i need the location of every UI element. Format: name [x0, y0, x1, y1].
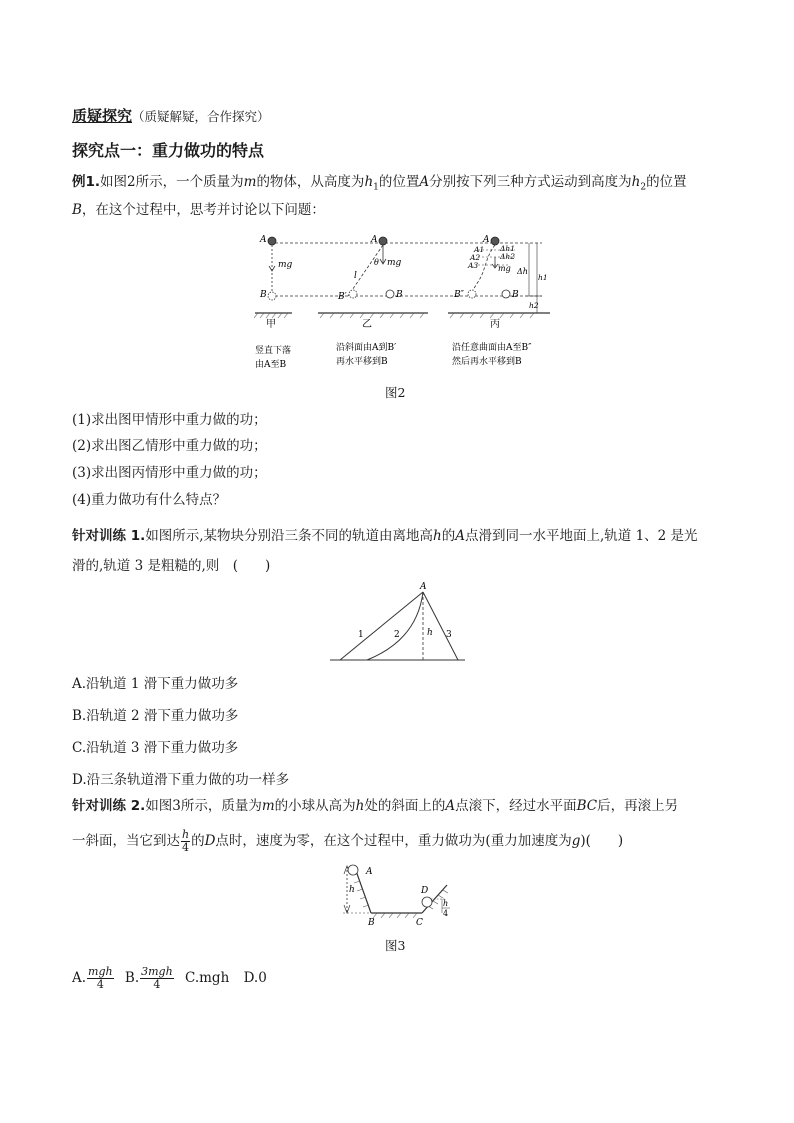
- section-subheading: （质疑解疑，合作探究）: [132, 109, 270, 124]
- svg-text:B″: B″: [454, 290, 464, 300]
- svg-text:2: 2: [394, 630, 400, 640]
- training2-line2: 一斜面，当它到达 $\frac{h}{4}$ 的D点时，速度为零，在这个过程中，重力做功为(重力加速度为g)( ): [72, 828, 624, 854]
- svg-text:A3: A3: [468, 261, 479, 270]
- svg-text:mg: mg: [278, 260, 293, 270]
- svg-text:B: B: [368, 918, 375, 928]
- svg-text:乙: 乙: [362, 319, 372, 330]
- svg-text:h: h: [427, 628, 433, 638]
- training1-line2: 滑的,轨道 3 是粗糙的,则 ( ): [72, 558, 271, 574]
- option-c[interactable]: C.mgh: [184, 970, 230, 986]
- option-b[interactable]: B. $\frac{\text{3mgh}}{4}$: [124, 965, 173, 991]
- svg-text:C: C: [416, 918, 423, 928]
- training1-label: 针对训练 1.: [72, 528, 146, 544]
- training2-line1: 针对训练 2.如图3所示，质量为m的小球从高为h处的斜面上的A点滚下，经过水平面BC后，再滚上另: [72, 798, 679, 814]
- svg-text:沿斜面由A到B′: 沿斜面由A到B′: [336, 343, 397, 353]
- training1-line1: 针对训练 1.如图所示,某物块分别沿三条不同的轨道由离地高h的A点滑到同一水平地面上,轨道 1、2 是光: [72, 528, 698, 544]
- svg-text:沿任意曲面由A至B″: 沿任意曲面由A至B″: [452, 343, 532, 353]
- svg-text:由A至B: 由A至B: [255, 360, 287, 370]
- fraction-h-over-4: $\frac{h}{4}$: [182, 828, 190, 854]
- option-d[interactable]: D.0: [243, 970, 267, 986]
- svg-text:h: h: [349, 885, 355, 895]
- svg-text:4: 4: [443, 909, 449, 918]
- example1-line1: 例1.如图2所示，一个质量为m的物体，从高度为$h_1$的位置A分别按下列三种方式运动到高度为$h_2$的位置: [72, 174, 687, 193]
- option-a[interactable]: A. $\frac{\text{mgh}}{4}$: [72, 965, 113, 991]
- svg-text:再水平移到B: 再水平移到B: [336, 357, 388, 367]
- example1-label: 例1.: [72, 174, 101, 190]
- svg-text:h2: h2: [529, 301, 539, 310]
- figure-tracks: [325, 580, 470, 665]
- question-2: (2)求出图乙情形中重力做的功；: [72, 438, 267, 454]
- question-4: (4)重力做功有什么特点？: [72, 492, 227, 508]
- example1-line2: B，在这个过程中，思考并讨论以下问题：: [72, 202, 325, 218]
- svg-text:A1: A1: [474, 245, 485, 254]
- svg-text:甲: 甲: [266, 319, 276, 330]
- option-a[interactable]: A.沿轨道 1 滑下重力做功多: [72, 676, 239, 692]
- svg-text:A: A: [260, 235, 267, 245]
- figure-3: [335, 860, 460, 932]
- svg-text:丙: 丙: [490, 319, 500, 330]
- svg-text:B: B: [396, 290, 403, 300]
- svg-text:A: A: [366, 867, 373, 877]
- figure-3-caption: 图3: [385, 938, 406, 953]
- svg-text:A: A: [420, 582, 427, 592]
- svg-text:Δh1: Δh1: [500, 244, 516, 253]
- svg-text:θ: θ: [374, 258, 379, 267]
- topic-title: 探究点一：重力做功的特点: [72, 141, 265, 160]
- option-b[interactable]: B.沿轨道 2 滑下重力做功多: [72, 708, 239, 724]
- figure-2: [250, 230, 560, 375]
- svg-text:3: 3: [446, 630, 452, 640]
- training2-options: [72, 965, 267, 991]
- svg-text:B: B: [512, 290, 519, 300]
- svg-text:A: A: [483, 235, 490, 245]
- training2-label: 针对训练 2.: [72, 798, 146, 814]
- svg-text:h: h: [443, 899, 449, 908]
- svg-text:然后再水平移到B: 然后再水平移到B: [452, 357, 522, 367]
- svg-text:1: 1: [358, 630, 364, 640]
- svg-text:竖直下落: 竖直下落: [255, 346, 292, 356]
- section-heading: 质疑探究: [72, 107, 133, 125]
- question-1: (1)求出图甲情形中重力做的功；: [72, 412, 267, 428]
- option-c[interactable]: C.沿轨道 3 滑下重力做功多: [72, 740, 239, 756]
- svg-text:D: D: [421, 886, 429, 896]
- svg-text:Δh: Δh: [517, 267, 528, 276]
- svg-text:A: A: [371, 235, 378, 245]
- svg-text:l: l: [354, 271, 357, 281]
- section-header: [72, 106, 270, 127]
- figure-2-caption: 图2: [385, 385, 406, 400]
- svg-text:B′: B′: [338, 292, 347, 302]
- svg-text:h1: h1: [538, 273, 548, 282]
- svg-text:mg: mg: [387, 258, 402, 268]
- svg-text:A2: A2: [470, 253, 481, 262]
- svg-text:mg: mg: [498, 264, 511, 273]
- option-d[interactable]: D.沿三条轨道滑下重力做的功一样多: [72, 772, 290, 788]
- svg-text:Δh2: Δh2: [500, 252, 516, 261]
- svg-text:B: B: [260, 290, 267, 300]
- question-3: (3)求出图丙情形中重力做的功；: [72, 465, 267, 481]
